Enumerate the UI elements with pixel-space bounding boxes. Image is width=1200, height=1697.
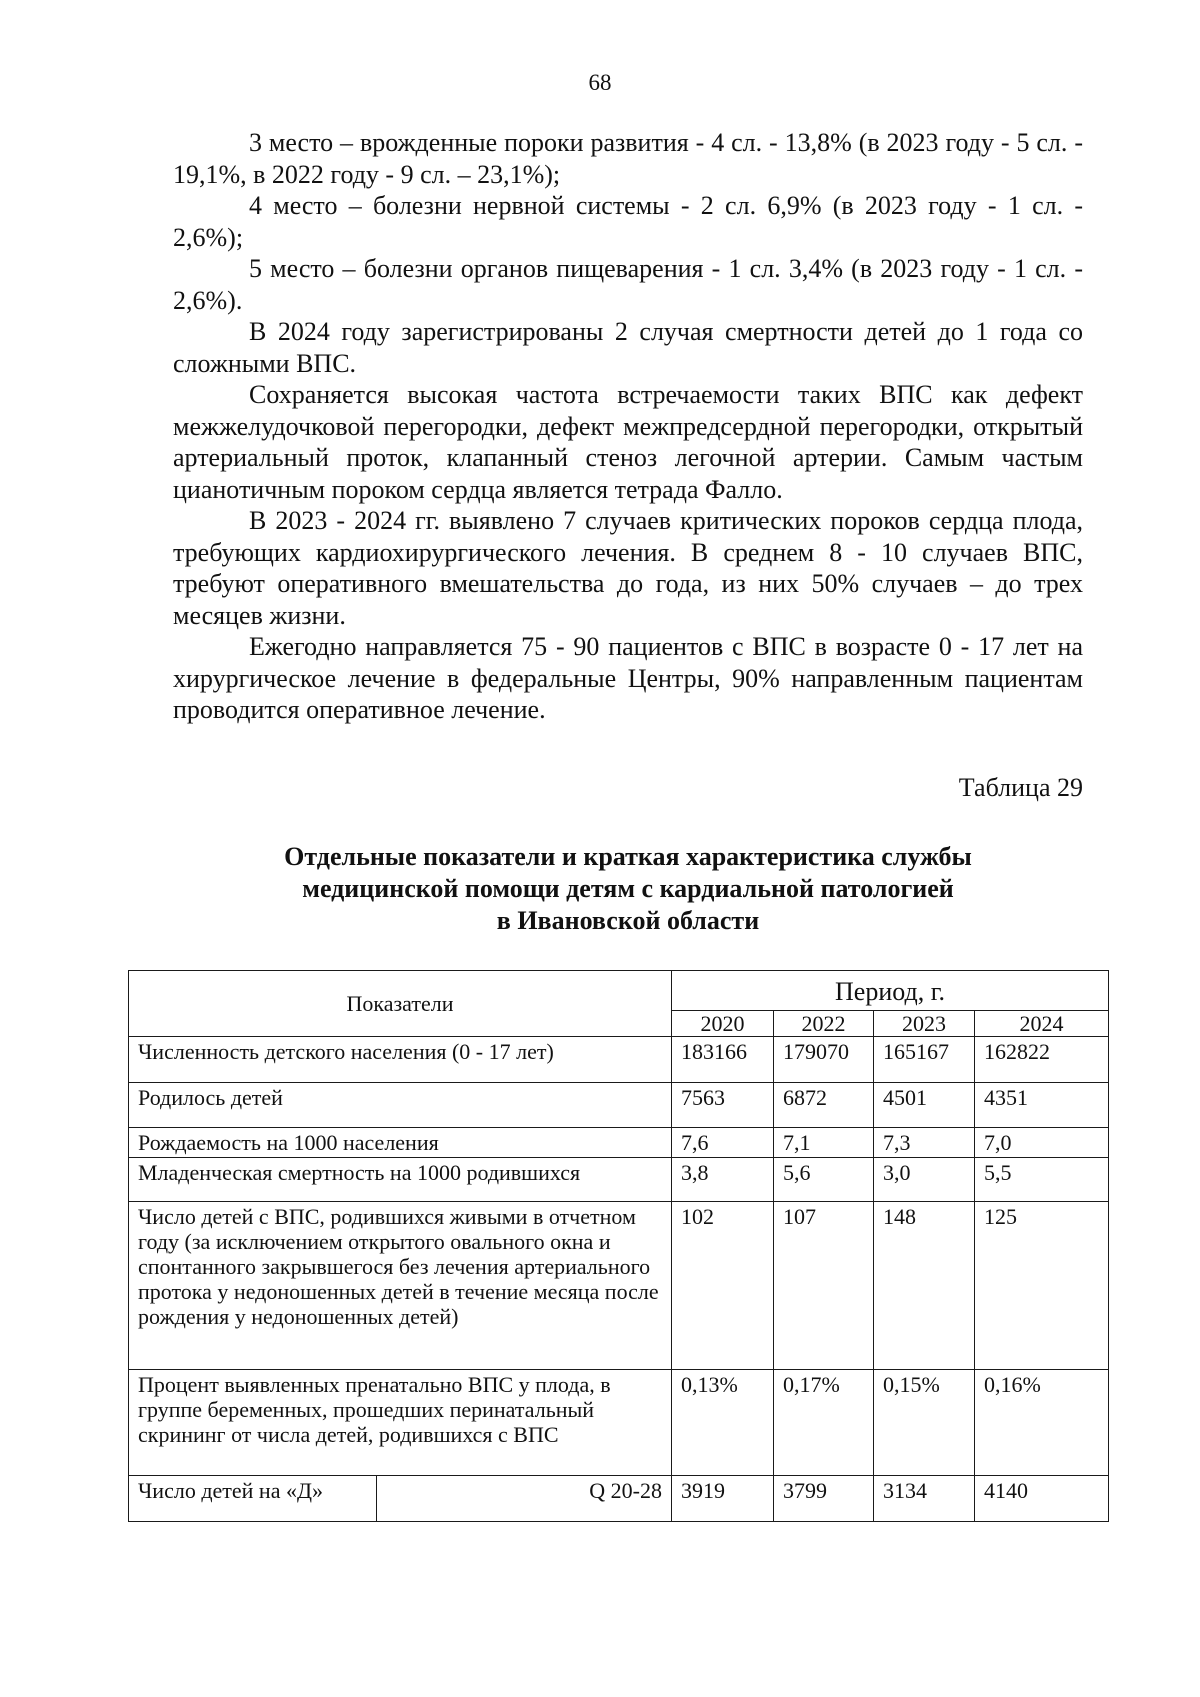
row-value: 165167 bbox=[874, 1037, 975, 1083]
paragraph-mortality-2024: В 2024 году зарегистрированы 2 случая смертности детей до 1 года со сложными ВПС. bbox=[173, 317, 1083, 378]
table-row bbox=[129, 1370, 1109, 1476]
header-year: 2020 bbox=[672, 1011, 774, 1037]
paragraph-rank-3: 3 место – врожденные пороки развития - 4 сл. - 13,8% (в 2023 году - 5 сл. - 19,1%, в 2022 году - 9 сл. – 23,1%); bbox=[173, 128, 1083, 189]
row-value: 5,6 bbox=[774, 1158, 874, 1202]
row-value: 7,1 bbox=[774, 1128, 874, 1158]
table-row bbox=[129, 1158, 1109, 1202]
table-row bbox=[129, 1202, 1109, 1370]
row-value: 7,6 bbox=[672, 1128, 774, 1158]
row-value: 102 bbox=[672, 1202, 774, 1370]
row-value: 107 bbox=[774, 1202, 874, 1370]
row-value: 3134 bbox=[874, 1476, 975, 1522]
row-value: 0,15% bbox=[874, 1370, 975, 1476]
row-value: 4501 bbox=[874, 1083, 975, 1128]
body-text bbox=[173, 127, 1083, 726]
paragraph-critical-defects: В 2023 - 2024 гг. выявлено 7 случаев критических пороков сердца плода, требующих кардиохирургического лечения. В среднем 8 - 10 случаев ВПС, требуют оперативного вмешательства до года, из них 50% случаев – до трех месяцев жизни. bbox=[173, 506, 1083, 630]
row-value: 7563 bbox=[672, 1083, 774, 1128]
row-value: 5,5 bbox=[975, 1158, 1109, 1202]
table-number: Таблица 29 bbox=[958, 773, 1083, 802]
row-value: 0,17% bbox=[774, 1370, 874, 1476]
row-value: 3919 bbox=[672, 1476, 774, 1522]
header-period: Период, г. bbox=[672, 971, 1109, 1011]
row-value: 4140 bbox=[975, 1476, 1109, 1522]
paragraph-rank-4: 4 место – болезни нервной системы - 2 сл. 6,9% (в 2023 году - 1 сл. - 2,6%); bbox=[173, 191, 1083, 252]
row-label: Число детей на «Д» bbox=[129, 1476, 377, 1522]
table-title-line: в Ивановской области bbox=[496, 906, 760, 935]
row-label: Рождаемость на 1000 населения bbox=[129, 1128, 672, 1158]
table-row bbox=[129, 1037, 1109, 1083]
row-label: Численность детского населения (0 - 17 лет) bbox=[129, 1037, 672, 1083]
row-label: Процент выявленных пренатально ВПС у плода, в группе беременных, прошедших перинатальный скрининг от числа детей, родившихся с ВПС bbox=[129, 1370, 672, 1476]
header-year: 2024 bbox=[975, 1011, 1109, 1037]
paragraph-frequency: Сохраняется высокая частота встречаемости таких ВПС как дефект межжелудочковой перегородки, дефект межпредсердной перегородки, открытый артериальный проток, клапанный стеноз легочной артерии. Самым частым цианотичным пороком сердца является тетрада Фалло. bbox=[173, 380, 1083, 504]
row-value: 183166 bbox=[672, 1037, 774, 1083]
row-label: Число детей с ВПС, родившихся живыми в отчетном году (за исключением открытого овального окна и спонтанного закрывшегося без лечения артериального протока у недоношенных детей в течение месяца после рождения у недоношенных детей) bbox=[129, 1202, 672, 1370]
table-row bbox=[129, 1083, 1109, 1128]
row-label: Младенческая смертность на 1000 родившихся bbox=[129, 1158, 672, 1202]
row-value: 3,8 bbox=[672, 1158, 774, 1202]
row-value: 162822 bbox=[975, 1037, 1109, 1083]
header-year: 2023 bbox=[874, 1011, 975, 1037]
row-value: 0,13% bbox=[672, 1370, 774, 1476]
table-title-line: медицинской помощи детям с кардиальной патологией bbox=[302, 874, 954, 903]
table-title bbox=[173, 841, 1083, 937]
row-code: Q 20-28 bbox=[377, 1476, 672, 1522]
table-row bbox=[129, 1476, 1109, 1522]
table-header-row bbox=[129, 971, 1109, 1011]
row-value: 125 bbox=[975, 1202, 1109, 1370]
indicators-table bbox=[128, 970, 1109, 1522]
row-value: 7,0 bbox=[975, 1128, 1109, 1158]
row-value: 4351 bbox=[975, 1083, 1109, 1128]
row-value: 3,0 bbox=[874, 1158, 975, 1202]
row-value: 179070 bbox=[774, 1037, 874, 1083]
paragraph-referrals: Ежегодно направляется 75 - 90 пациентов с ВПС в возрасте 0 - 17 лет на хирургическое лечение в федеральные Центры, 90% направленным пациентам проводится оперативное лечение. bbox=[173, 632, 1083, 724]
header-year: 2022 bbox=[774, 1011, 874, 1037]
table-title-line: Отдельные показатели и краткая характеристика службы bbox=[284, 842, 972, 871]
row-value: 0,16% bbox=[975, 1370, 1109, 1476]
row-value: 6872 bbox=[774, 1083, 874, 1128]
row-value: 148 bbox=[874, 1202, 975, 1370]
row-label: Родилось детей bbox=[129, 1083, 672, 1128]
row-value: 3799 bbox=[774, 1476, 874, 1522]
page-number: 68 bbox=[588, 70, 612, 95]
row-value: 7,3 bbox=[874, 1128, 975, 1158]
table-row bbox=[129, 1128, 1109, 1158]
paragraph-rank-5: 5 место – болезни органов пищеварения - 1 сл. 3,4% (в 2023 году - 1 сл. - 2,6%). bbox=[173, 254, 1083, 315]
header-indicators: Показатели bbox=[129, 971, 672, 1037]
